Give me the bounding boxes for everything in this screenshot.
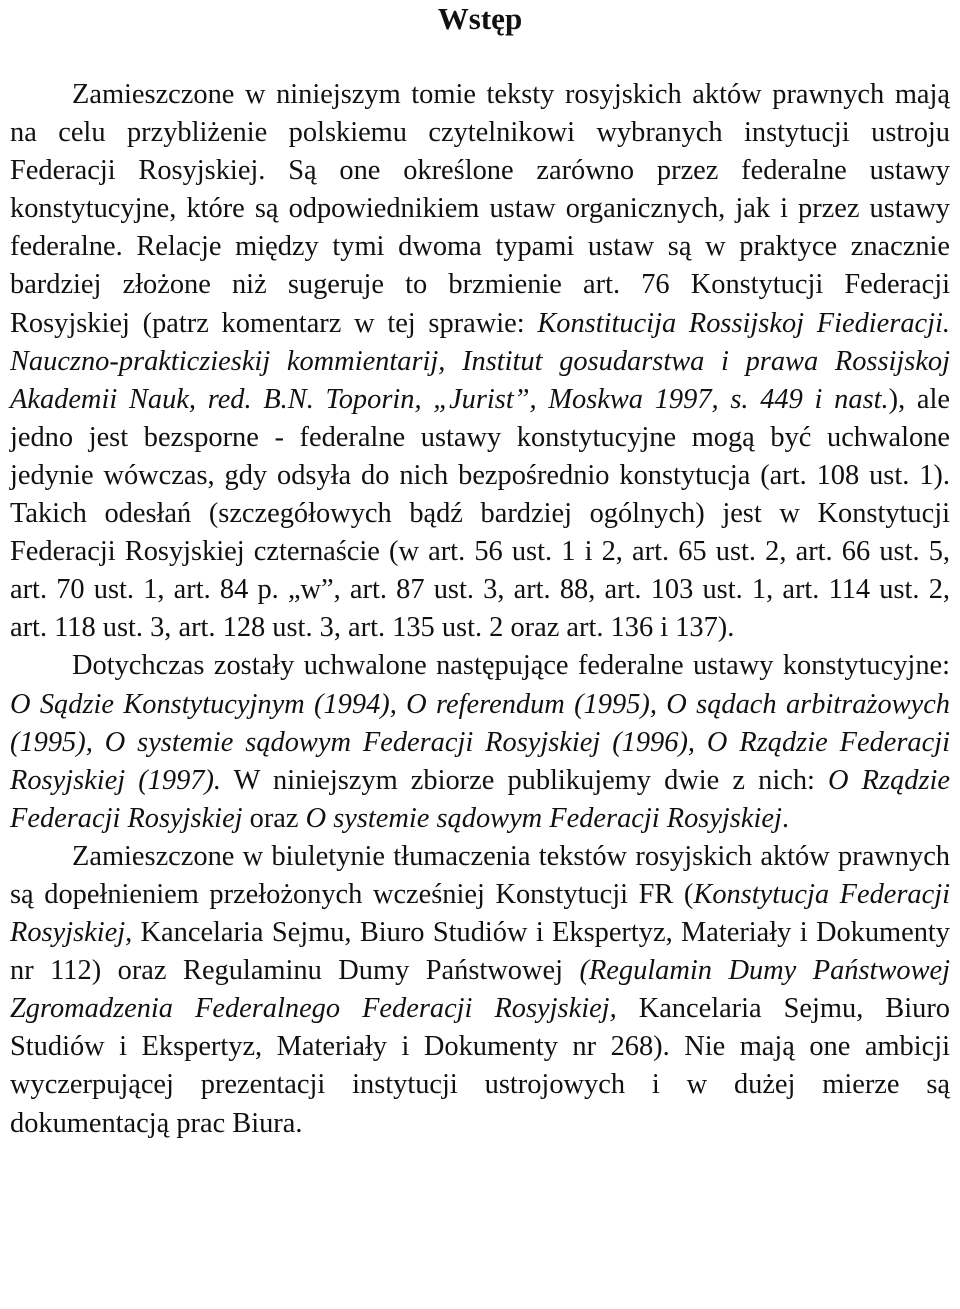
paragraph-1-run-1: Zamieszczone w niniejszym tomie teksty rosyjskich aktów prawnych mają na celu przybliżenie polskiemu czytelnikowi wybranych instytucji ustroju Federacji Rosyjskiej. Są one określone zarówno przez federalne ustawy konstytucyjne, które są odpowiednikiem ustaw organicznych, jak i przez ustawy federalne. Relacje między tymi dwoma typami ustaw są w praktyce znacznie bardziej złożone niż sugeruje to brzmienie art. 76 Konstytucji Federacji Rosyjskiej (patrz komentarz w tej sprawie: [10, 79, 950, 339]
paragraph-1 [10, 76, 950, 647]
paragraph-1-run-2: Konstitucija Rossijskoj Fiedieracji. Nauczno-prakticzieskij kommientarij, Institut gosudarstwa i prawa Rossijskoj Akademii Nauk, red. B.N. Toporin, „Jurist”, Moskwa 1997, s. 449 i nast. [10, 307, 950, 415]
paragraph-2-run-6: O systemie sądowym Federacji Rosyjskiej [305, 802, 782, 834]
paragraph-3-run-3: , Kancelaria Sejmu, Biuro Studiów i Ekspertyz, Materiały i Dokumenty nr 112) oraz Regulaminu Dumy Państwowej [10, 917, 950, 987]
paragraph-3 [10, 838, 950, 1143]
paragraph-2 [10, 647, 950, 837]
paragraph-1-run-3: ), ale jedno jest bezsporne - federalne ustawy konstytucyjne mogą być uchwalone jedynie wówczas, gdy odsyła do nich bezpośrednio konstytucja (art. 108 ust. 1). Takich odesłań (szczegółowych bądź bardziej ogólnych) jest w Konstytucji Federacji Rosyjskiej czternaście (w art. 56 ust. 1 i 2, art. 65 ust. 2, art. 66 ust. 5, art. 70 ust. 1, art. 84 p. „w”, art. 87 ust. 3, art. 88, art. 103 ust. 1, art. 114 ust. 2, art. 118 ust. 3, art. 128 ust. 3, art. 135 ust. 2 oraz art. 136 i 137). [10, 383, 950, 644]
paragraph-2-run-3: W niniejszym zbiorze publikujemy dwie z nich: [221, 764, 829, 796]
page-title: Wstęp [437, 1, 523, 36]
paragraph-2-run-7: . [781, 802, 789, 834]
paragraph-3-run-2: Konstytucja Federacji Rosyjskiej [10, 878, 950, 949]
title-spacer [10, 38, 950, 76]
paragraph-3-run-5: Kancelaria Sejmu, Biuro Studiów i Ekspertyz, Materiały i Dokumenty nr 268). Nie mają one ambicji wyczerpującej prezentacji instytucji ustrojowych i w dużej mierze są dokumentacją prac Biura. [10, 993, 950, 1139]
paragraph-2-run-2: O Sądzie Konstytucyjnym (1994), O referendum (1995), O sądach arbitrażowych (1995), O systemie sądowym Federacji Rosyjskiej (1996), O Rządzie Federacji Rosyjskiej (1997). [10, 688, 950, 796]
paragraph-2-run-5: oraz [242, 802, 306, 834]
paragraph-2-run-1: Dotychczas zostały uchwalone następujące federalne ustawy konstytucyjne: [72, 650, 950, 682]
paragraph-2-run-4: O Rządzie Federacji Rosyjskiej [10, 764, 950, 834]
paragraph-3-run-4: (Regulamin Dumy Państwowej Zgromadzenia Federalnego Federacji Rosyjskiej, [10, 955, 950, 1025]
paragraph-3-run-1: Zamieszczone w biuletynie tłumaczenia tekstów rosyjskich aktów prawnych są dopełnieniem przełożonych wcześniej Konstytucji FR ( [10, 840, 950, 910]
